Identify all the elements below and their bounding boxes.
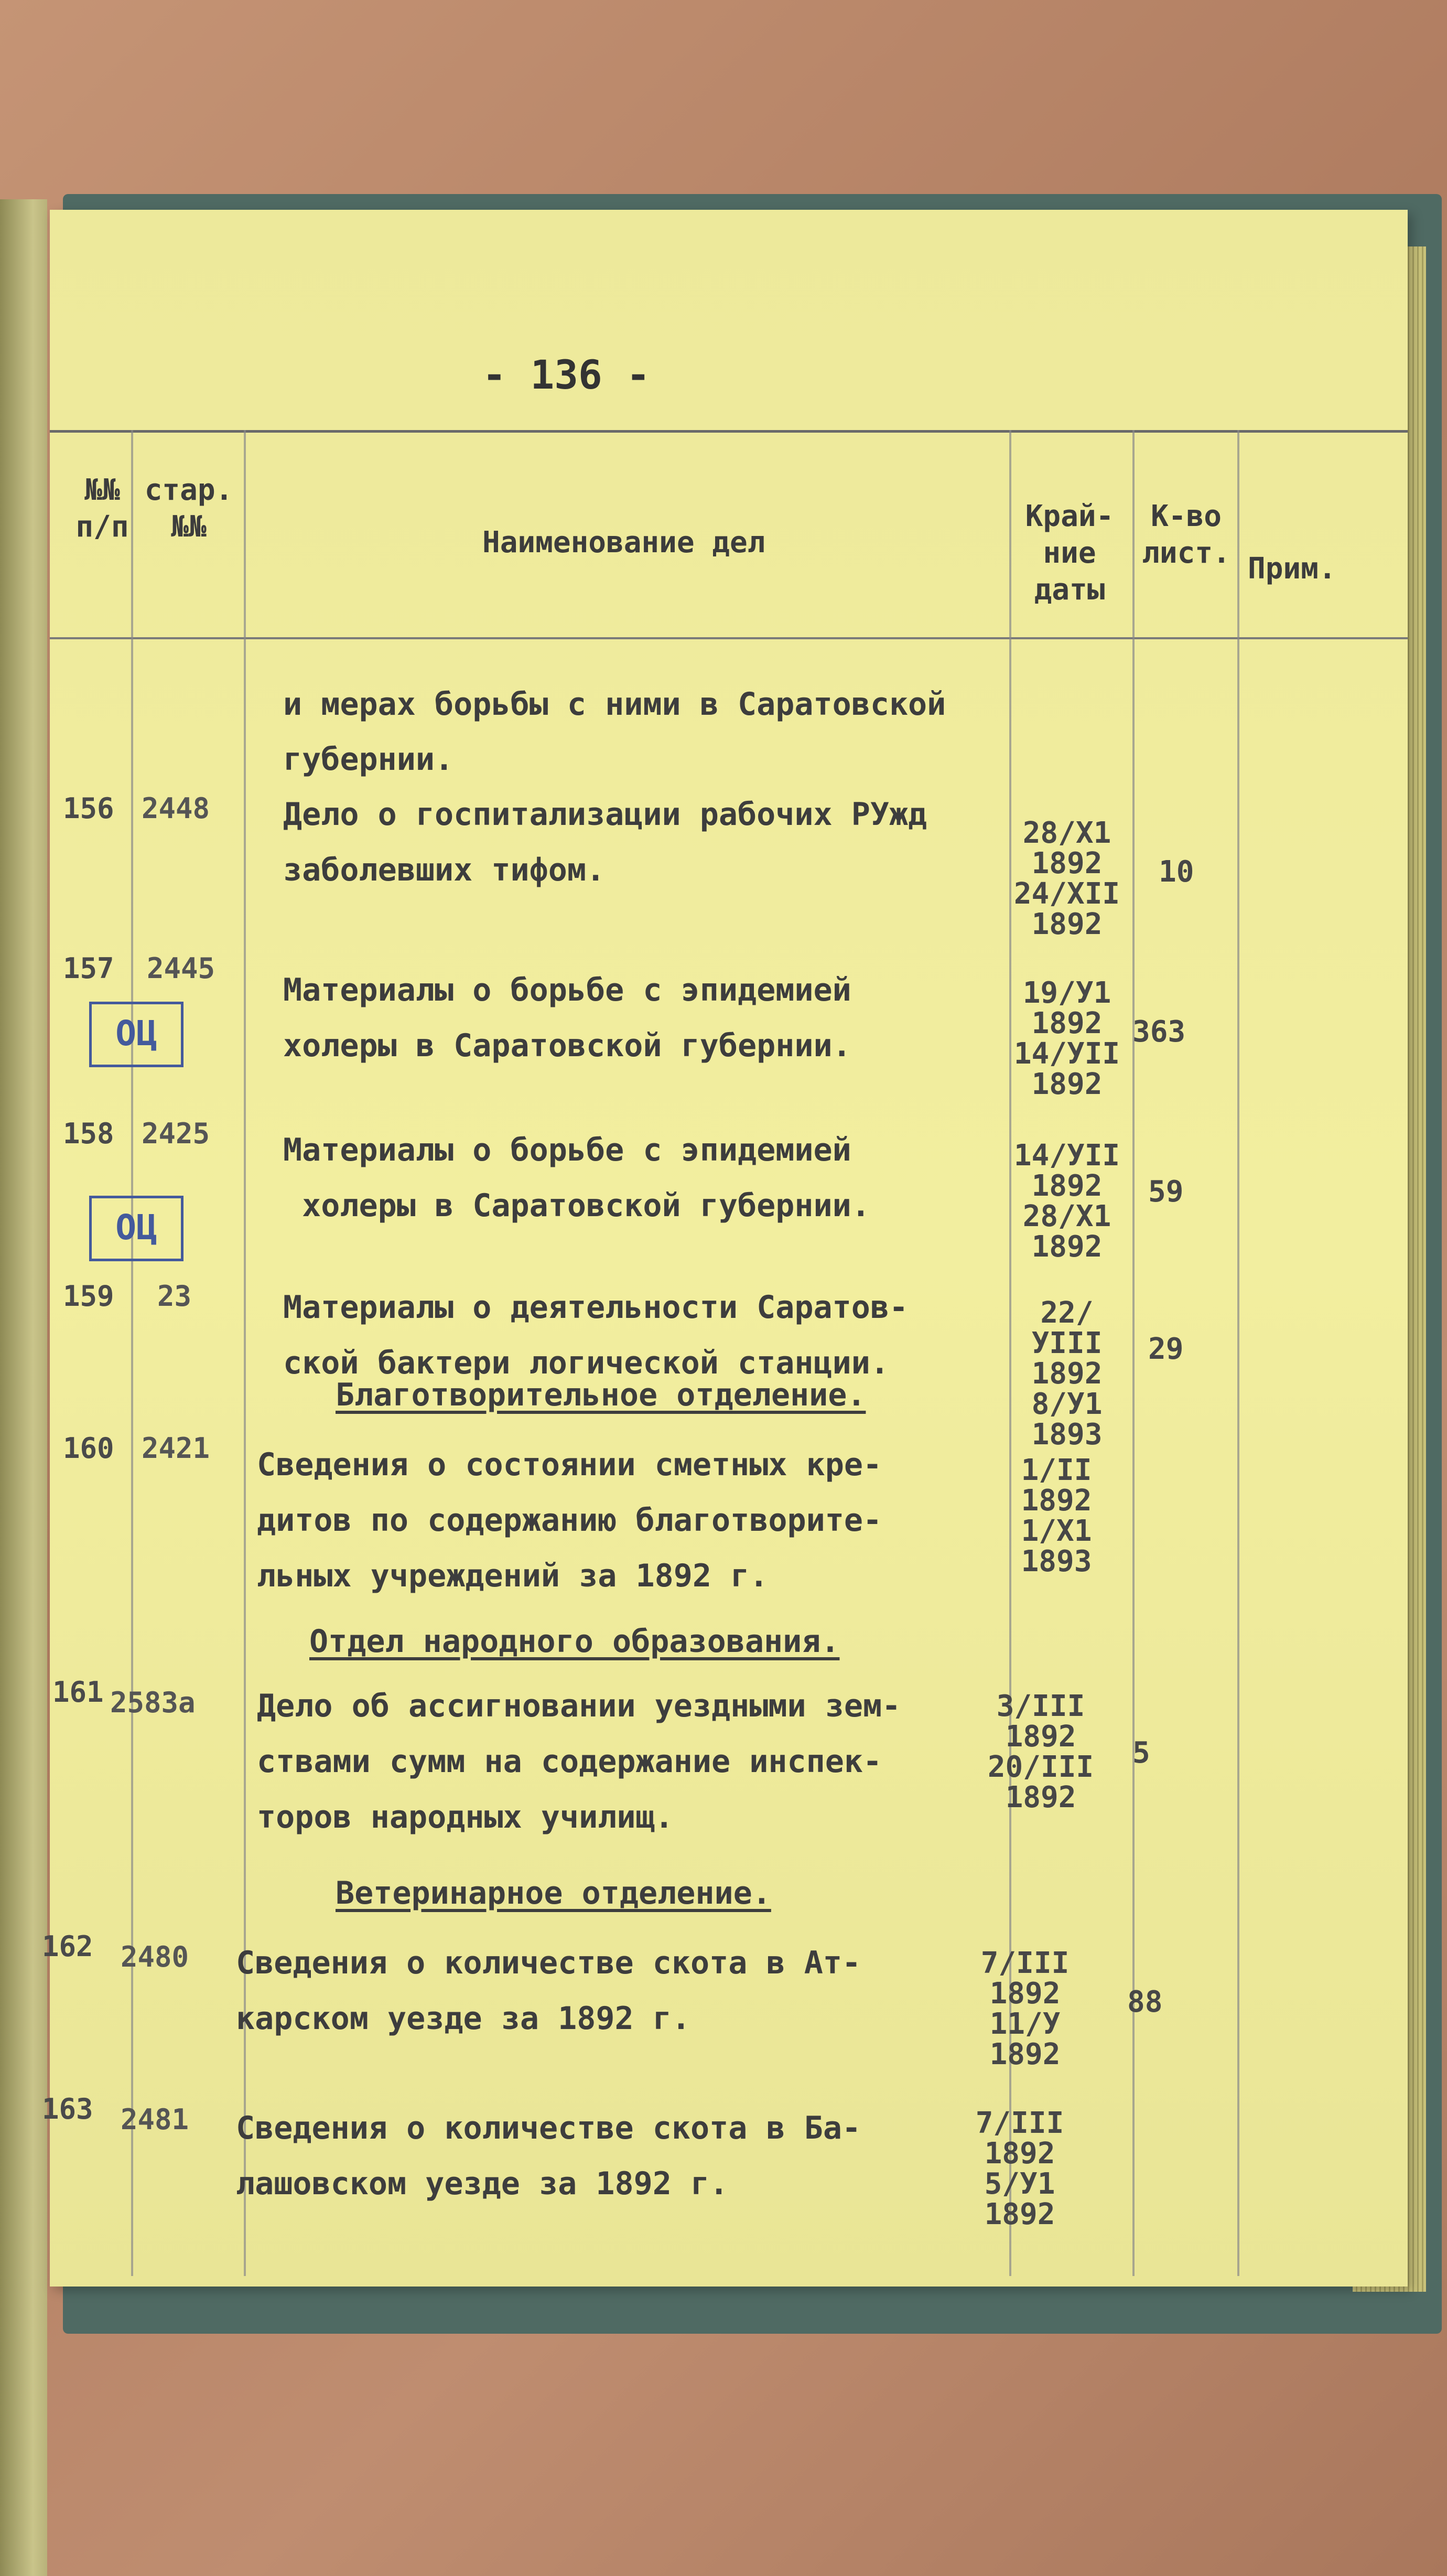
archive-stamp: ОЦ <box>89 1002 183 1067</box>
row-old-num: 2583а <box>110 1686 196 1719</box>
binder-left-edge <box>0 199 47 2576</box>
row-sheets: 5 <box>1132 1736 1150 1770</box>
row-dates: 7/III 1892 5/У1 1892 <box>975 2106 1064 2231</box>
header-num: №№ п/п <box>75 473 129 544</box>
row-num: 156 <box>63 792 114 825</box>
row-dates: 3/III 1892 20/III 1892 <box>987 1689 1094 1815</box>
header-note: Прим. <box>1248 552 1336 586</box>
column-divider <box>1237 430 1239 2276</box>
row-old-num: 2481 <box>121 2103 189 2136</box>
section-heading-veterinary: Ветеринарное отделение. <box>336 1875 771 1912</box>
row-sheets: 29 <box>1148 1332 1184 1366</box>
row-num: 162 <box>42 1930 93 1963</box>
row-title: Материалы о деятельности Саратов- ской бактери логической станции. <box>283 1289 909 1381</box>
row-sheets: 363 <box>1132 1015 1186 1049</box>
row-old-num: 2421 <box>142 1432 210 1465</box>
row-dates: 7/III 1892 11/У 1892 <box>980 1946 1070 2071</box>
page-number: - 136 - <box>482 351 651 398</box>
header-dates: Край- ние даты <box>1025 499 1114 607</box>
row-num: 157 <box>63 952 114 985</box>
row-sheets: 59 <box>1148 1175 1184 1209</box>
section-heading-education: Отдел народного образования. <box>309 1623 840 1660</box>
row-num: 161 <box>52 1676 104 1709</box>
row-num: 159 <box>63 1280 114 1313</box>
row-dates: 28/X1 1892 24/XII 1892 <box>1013 816 1120 941</box>
row-num: 160 <box>63 1432 114 1465</box>
header-title: Наименование дел <box>482 525 765 560</box>
row-old-num: 2445 <box>147 952 215 985</box>
header-old-num: стар. №№ <box>144 473 233 544</box>
table-top-rule <box>50 430 1408 433</box>
table-header-rule <box>50 637 1408 639</box>
continuation-line-1: и мерах борьбы с ними в Саратовской <box>283 686 946 723</box>
row-old-num: 2448 <box>142 792 210 825</box>
row-title: Материалы о борьбе с эпидемией холеры в Саратовской губернии. <box>283 972 851 1064</box>
continuation-line-2: губернии. <box>283 741 454 778</box>
row-title: Материалы о борьбе с эпидемией холеры в Саратовской губернии. <box>283 1132 870 1224</box>
header-sheets: К-во лист. <box>1142 499 1230 570</box>
row-old-num: 23 <box>157 1280 192 1313</box>
row-old-num: 2425 <box>142 1117 210 1150</box>
row-sheets: 88 <box>1127 1985 1163 2019</box>
section-heading-charity: Благотворительное отделение. <box>336 1377 866 1413</box>
archive-stamp: ОЦ <box>89 1196 183 1261</box>
row-title: Сведения о количестве скота в Ба- лашовском уезде за 1892 г. <box>236 2110 861 2202</box>
row-dates: 22/УIII 1892 8/У1 1893 <box>1031 1296 1103 1452</box>
row-old-num: 2480 <box>121 1940 189 1973</box>
row-dates: 19/У1 1892 14/УII 1892 <box>1013 976 1120 1101</box>
row-num: 158 <box>63 1117 114 1150</box>
row-title: Сведения о количестве скота в Ат- карском уезде за 1892 г. <box>236 1945 861 2037</box>
row-dates: 1/II 1892 1/X1 1893 <box>1021 1453 1092 1579</box>
column-divider <box>131 430 133 2276</box>
row-dates: 14/УII 1892 28/X1 1892 <box>1013 1139 1120 1264</box>
row-title: Сведения о состоянии сметных кре- дитов по содержанию благотворите- льных учреждений за 1892 г. <box>257 1446 882 1594</box>
row-title: Дело о госпитализации рабочих РУжд заболевших тифом. <box>283 796 927 888</box>
row-num: 163 <box>42 2092 93 2126</box>
row-sheets: 10 <box>1159 855 1194 889</box>
row-title: Дело об ассигновании уездными зем- ствами сумм на содержание инспек- торов народных училищ. <box>257 1688 901 1836</box>
